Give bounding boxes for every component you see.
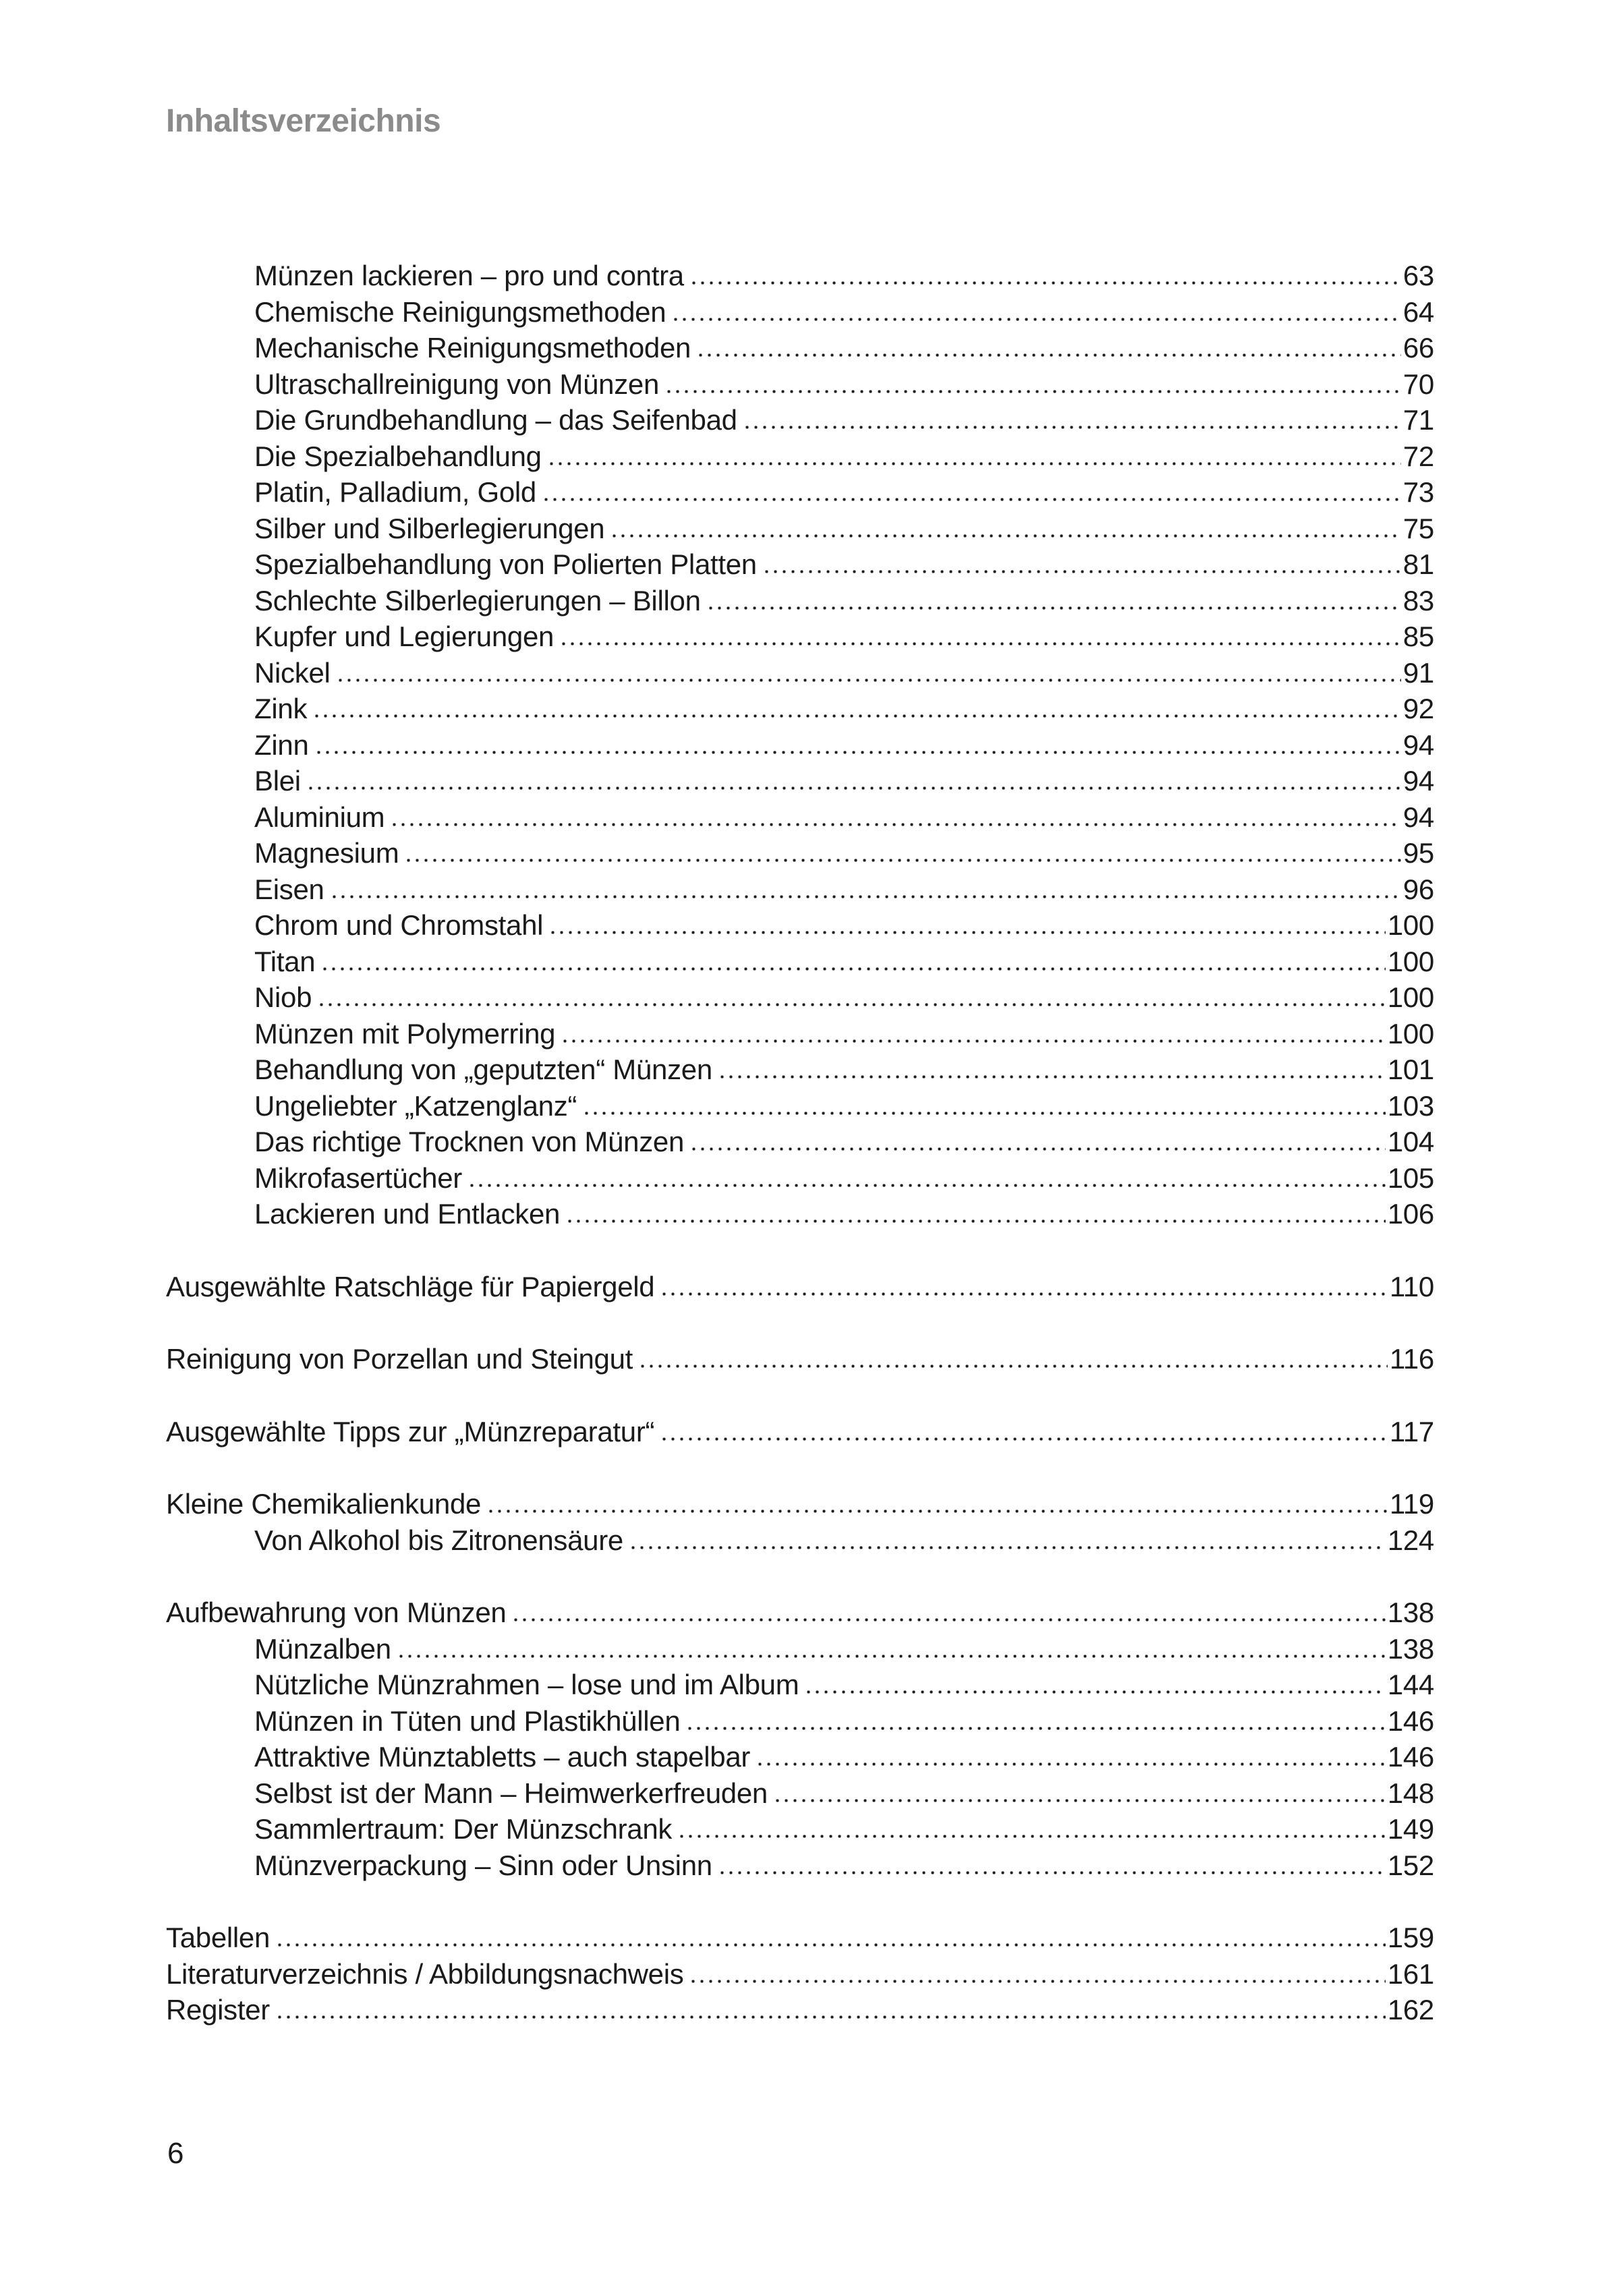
toc-entry-page-number: 146 (1387, 1704, 1434, 1737)
toc-entry-page-number: 63 (1402, 260, 1434, 291)
toc-entry (166, 1196, 1434, 1232)
toc-leader-dots (563, 1039, 1386, 1043)
toc-entry-page-number: 103 (1387, 1089, 1434, 1122)
toc-leader-dots (674, 317, 1401, 322)
toc-leader-dots (758, 1762, 1386, 1767)
toc-leader-dots (745, 425, 1401, 430)
toc-leader-dots (278, 1943, 1386, 1947)
toc-entry (166, 511, 1434, 547)
toc-entry-page-number: 73 (1402, 476, 1434, 508)
toc-entry-page-number: 117 (1389, 1415, 1434, 1447)
toc-entry-page-number: 95 (1402, 837, 1434, 869)
toc-entry (166, 1847, 1434, 1884)
toc-entry-title: Zink (254, 693, 308, 724)
toc-entry-page-number: 96 (1402, 873, 1434, 905)
toc-leader-dots (407, 858, 1400, 863)
toc-entry-page-number: 66 (1402, 332, 1434, 364)
toc-entry-title: Von Alkohol bis Zitronensäure (254, 1524, 623, 1556)
toc-leader-dots (562, 641, 1401, 646)
toc-leader-dots (662, 1437, 1388, 1441)
toc-entry (166, 1052, 1434, 1088)
toc-entry-page-number: 124 (1387, 1524, 1434, 1556)
toc-entry-title: Die Spezialbehandlung (254, 440, 542, 472)
toc-leader-dots (692, 281, 1401, 285)
toc-entry (166, 330, 1434, 366)
toc-entry-title: Mikrofasertücher (254, 1161, 462, 1194)
toc-entry-page-number: 161 (1387, 1957, 1434, 1990)
toc-leader-dots (699, 353, 1401, 357)
page-title: Inhaltsverzeichnis (166, 103, 441, 139)
toc-entry (166, 1522, 1434, 1559)
toc-entry (166, 1269, 1434, 1305)
toc-entry-page-number: 81 (1402, 548, 1434, 580)
toc-leader-dots (544, 497, 1401, 502)
toc-entry-page-number: 91 (1402, 656, 1434, 689)
toc-entry-page-number: 100 (1387, 1017, 1434, 1050)
toc-entry-title: Mechanische Reinigungsmethoden (254, 332, 691, 364)
toc-entry (166, 727, 1434, 764)
toc-entry-page-number: 116 (1389, 1343, 1434, 1375)
toc-entry (166, 1088, 1434, 1124)
toc-entry-title: Eisen (254, 873, 324, 905)
toc-entry (166, 546, 1434, 583)
toc-entry-page-number: 119 (1389, 1488, 1434, 1520)
toc-leader-dots (688, 1726, 1385, 1731)
toc-entry (166, 871, 1434, 908)
toc-entry-page-number: 100 (1387, 909, 1434, 941)
toc-entry-title: Schlechte Silberlegierungen – Billon (254, 584, 701, 616)
toc-entry-title: Spezialbehandlung von Polierten Platten (254, 548, 757, 580)
toc-entry-page-number: 104 (1387, 1126, 1434, 1157)
toc-leader-dots (309, 786, 1401, 791)
toc-leader-dots (807, 1690, 1385, 1694)
toc-entry (166, 438, 1434, 475)
toc-entry-title: Chrom und Chromstahl (254, 909, 544, 941)
page-number: 6 (167, 2137, 184, 2170)
toc-entry (166, 979, 1434, 1016)
toc-entry-page-number: 138 (1387, 1597, 1434, 1628)
toc-entry-title: Nützliche Münzrahmen – lose und im Album (254, 1669, 799, 1700)
toc-leader-dots (399, 1654, 1386, 1659)
toc-entry-title: Reinigung von Porzellan und Steingut (166, 1343, 633, 1375)
toc-entry (166, 1414, 1434, 1450)
toc-entry-title: Niob (254, 981, 312, 1013)
toc-leader-dots (550, 461, 1401, 466)
toc-entry-title: Münzalben (254, 1632, 391, 1665)
toc-entry (166, 763, 1434, 799)
toc-leader-dots (551, 930, 1386, 935)
toc-entry-page-number: 94 (1402, 728, 1434, 761)
toc-entry-title: Kupfer und Legierungen (254, 621, 555, 652)
toc-entry-title: Magnesium (254, 837, 399, 869)
toc-entry-title: Silber und Silberlegierungen (254, 512, 605, 544)
toc-entry (166, 1016, 1434, 1052)
toc-entry-page-number: 85 (1402, 621, 1434, 652)
toc-entry (166, 799, 1434, 836)
toc-entry-title: Titan (254, 945, 316, 977)
toc-leader-dots (776, 1798, 1386, 1803)
toc-entry-page-number: 94 (1402, 765, 1434, 797)
toc-entry-title: Münzen in Tüten und Plastikhüllen (254, 1704, 681, 1737)
toc-leader-dots (667, 389, 1401, 394)
toc-entry-title: Münzen mit Polymerring (254, 1017, 556, 1050)
toc-entry-title: Ausgewählte Tipps zur „Münzreparatur“ (166, 1415, 655, 1447)
toc-entry-title: Blei (254, 765, 301, 797)
toc-leader-dots (333, 894, 1401, 899)
toc-leader-dots (631, 1545, 1386, 1550)
toc-leader-dots (692, 1147, 1386, 1151)
toc-leader-dots (323, 967, 1385, 971)
toc-leader-dots (315, 714, 1401, 718)
toc-entry-title: Ausgewählte Ratschläge für Papiergeld (166, 1270, 655, 1302)
toc-entry-page-number: 94 (1402, 801, 1434, 833)
toc-entry-title: Tabellen (166, 1922, 271, 1953)
toc-leader-dots (278, 2015, 1386, 2019)
toc-entry (166, 294, 1434, 331)
toc-entry-page-number: 100 (1387, 981, 1434, 1013)
toc-entry-page-number: 110 (1389, 1270, 1434, 1302)
toc-entry-title: Sammlertraum: Der Münzschrank (254, 1813, 673, 1845)
toc-entry-title: Nickel (254, 656, 331, 689)
toc-entry-title: Aluminium (254, 801, 385, 833)
toc-entry-page-number: 100 (1387, 945, 1434, 977)
toc-leader-dots (720, 1870, 1386, 1875)
toc-entry-title: Literaturverzeichnis / Abbildungsnachweis (166, 1957, 684, 1990)
toc-entry-page-number: 101 (1387, 1054, 1434, 1085)
toc-entry-title: Selbst ist der Mann – Heimwerkerfreuden (254, 1777, 768, 1809)
toc-entry-page-number: 149 (1387, 1813, 1434, 1845)
toc-entry-title: Das richtige Trocknen von Münzen (254, 1126, 685, 1157)
toc-entry (166, 619, 1434, 655)
toc-entry (166, 1956, 1434, 1992)
toc-entry-page-number: 159 (1387, 1922, 1434, 1953)
toc-leader-dots (641, 1364, 1388, 1369)
toc-entry (166, 944, 1434, 980)
toc-leader-dots (691, 1979, 1385, 1984)
toc-entry (166, 1486, 1434, 1522)
toc-entry-title: Attraktive Münztabletts – auch stapelbar (254, 1741, 751, 1773)
toc-entry (166, 1811, 1434, 1847)
toc-list (166, 258, 1434, 2028)
toc-entry-page-number: 72 (1402, 440, 1434, 472)
toc-leader-dots (489, 1509, 1388, 1514)
toc-entry-title: Zinn (254, 728, 309, 761)
toc-entry-title: Ultraschallreinigung von Münzen (254, 368, 660, 400)
toc-leader-dots (514, 1617, 1385, 1622)
toc-entry-title: Münzen lackieren – pro und contra (254, 260, 684, 291)
toc-leader-dots (765, 569, 1401, 574)
toc-entry-page-number: 92 (1402, 693, 1434, 724)
toc-entry-page-number: 64 (1402, 295, 1434, 328)
toc-entry (166, 366, 1434, 403)
toc-entry-title: Lackieren und Entlacken (254, 1198, 561, 1230)
toc-entry-title: Die Grundbehandlung – das Seifenbad (254, 404, 737, 436)
toc-entry-title: Chemische Reinigungsmethoden (254, 295, 666, 328)
toc-entry-page-number: 105 (1387, 1161, 1434, 1194)
toc-entry-page-number: 162 (1387, 1994, 1434, 2026)
toc-entry (166, 1703, 1434, 1740)
toc-leader-dots (680, 1834, 1386, 1839)
toc-entry-title: Platin, Palladium, Gold (254, 476, 536, 508)
toc-entry (166, 1739, 1434, 1775)
toc-entry-page-number: 75 (1402, 512, 1434, 544)
toc-entry-title: Aufbewahrung von Münzen (166, 1597, 507, 1628)
toc-entry (166, 402, 1434, 438)
toc-entry-page-number: 152 (1387, 1849, 1434, 1881)
toc-leader-dots (585, 1111, 1386, 1116)
toc-entry (166, 835, 1434, 871)
toc-entry (166, 691, 1434, 727)
toc-leader-dots (568, 1219, 1386, 1224)
toc-entry-title: Register (166, 1994, 270, 2026)
toc-leader-dots (709, 606, 1401, 610)
toc-leader-dots (720, 1074, 1386, 1079)
toc-entry-page-number: 138 (1387, 1632, 1434, 1665)
toc-entry (166, 474, 1434, 511)
toc-leader-dots (320, 1002, 1386, 1007)
toc-leader-dots (317, 750, 1401, 755)
toc-entry (166, 1992, 1434, 2028)
toc-entry-page-number: 71 (1402, 404, 1434, 436)
toc-entry (166, 1160, 1434, 1197)
toc-entry (166, 1920, 1434, 1956)
toc-entry (166, 1775, 1434, 1812)
toc-entry-title: Münzverpackung – Sinn oder Unsinn (254, 1849, 712, 1881)
toc-entry (166, 258, 1434, 294)
toc-entry-page-number: 70 (1402, 368, 1434, 400)
toc-entry (166, 1667, 1434, 1703)
toc-leader-dots (662, 1292, 1388, 1296)
toc-entry-page-number: 83 (1402, 584, 1434, 616)
toc-entry (166, 583, 1434, 619)
toc-entry (166, 1631, 1434, 1667)
toc-entry-page-number: 148 (1387, 1777, 1434, 1809)
toc-entry (166, 1341, 1434, 1377)
toc-leader-dots (339, 678, 1401, 683)
toc-entry-page-number: 144 (1387, 1669, 1434, 1700)
toc-entry-page-number: 146 (1387, 1741, 1434, 1773)
toc-leader-dots (393, 822, 1401, 827)
toc-leader-dots (470, 1183, 1386, 1188)
toc-entry-title: Ungeliebter „Katzenglanz“ (254, 1089, 577, 1122)
toc-entry-title: Behandlung von „geputzten“ Münzen (254, 1054, 712, 1085)
toc-entry (166, 1595, 1434, 1631)
toc-entry (166, 1124, 1434, 1160)
toc-entry-title: Kleine Chemikalienkunde (166, 1488, 482, 1520)
toc-entry (166, 907, 1434, 944)
toc-entry-page-number: 106 (1387, 1198, 1434, 1230)
toc-leader-dots (613, 534, 1401, 538)
toc-entry (166, 655, 1434, 691)
